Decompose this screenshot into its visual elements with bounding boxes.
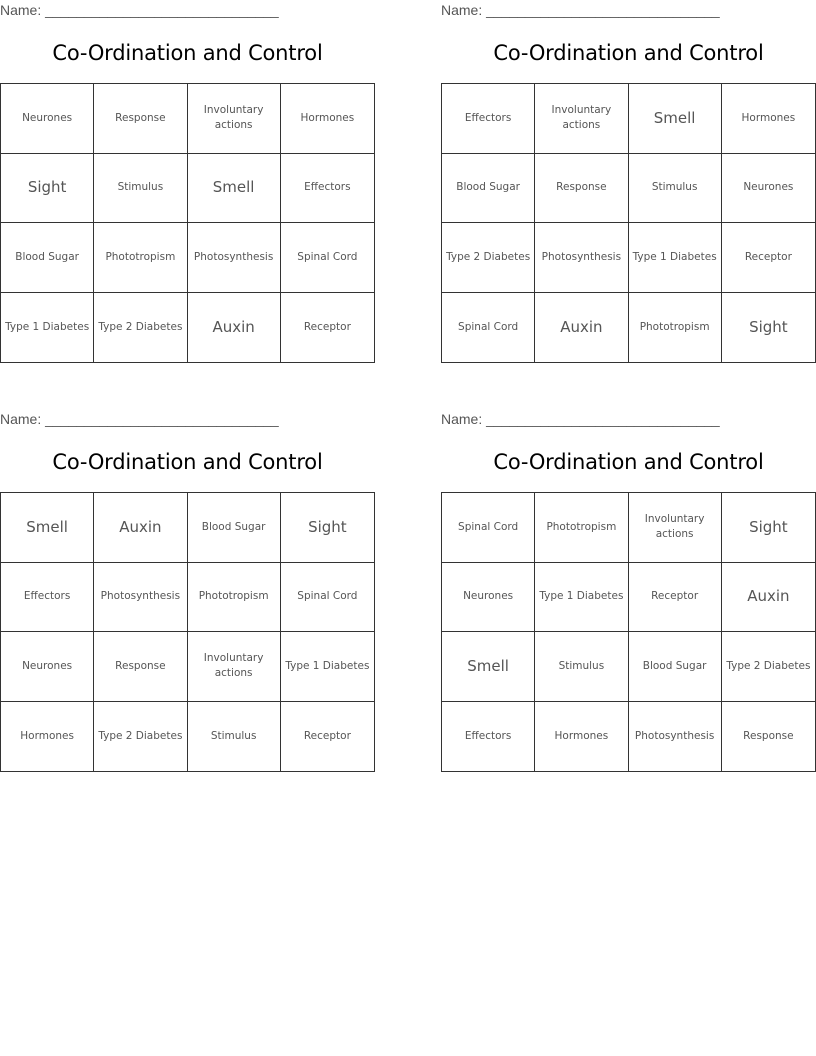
- bingo-cell: Type 2 Diabetes: [442, 223, 535, 293]
- bingo-cell: Involuntary actions: [188, 632, 281, 702]
- bingo-cell: Photosynthesis: [629, 702, 722, 772]
- bingo-cell: Sight: [749, 317, 788, 336]
- bingo-cell: Hormones: [535, 702, 628, 772]
- bingo-cell: Effectors: [281, 154, 374, 224]
- bingo-cell: Phototropism: [188, 563, 281, 633]
- bingo-cell: Neurones: [442, 563, 535, 633]
- bingo-cell: Blood Sugar: [188, 493, 281, 563]
- bingo-cell: Receptor: [303, 320, 351, 333]
- bingo-grid: [441, 492, 816, 772]
- name-field[interactable]: Name: ______________________________: [0, 411, 279, 427]
- bingo-cell: Type 1 Diabetes: [535, 563, 628, 633]
- card-title: Co-Ordination and Control: [493, 450, 764, 474]
- bingo-cell: Stimulus: [629, 154, 722, 224]
- bingo-cell: Stimulus: [188, 702, 281, 772]
- bingo-cell: Blood Sugar: [1, 223, 94, 293]
- bingo-cell: Type 1 Diabetes: [1, 293, 94, 363]
- bingo-cell: Blood Sugar: [629, 632, 722, 702]
- bingo-cell: Stimulus: [94, 154, 187, 224]
- card-title: Co-Ordination and Control: [493, 41, 764, 65]
- name-field[interactable]: Name: ______________________________: [441, 411, 720, 427]
- bingo-cell: Smell: [442, 632, 535, 702]
- card-title: Co-Ordination and Control: [52, 41, 323, 65]
- bingo-cell: Phototropism: [535, 493, 628, 563]
- bingo-cell: Spinal Cord: [442, 293, 535, 363]
- bingo-cell: Photosynthesis: [535, 223, 628, 293]
- bingo-cell: Involuntary actions: [629, 493, 722, 563]
- bingo-cell: Phototropism: [629, 293, 722, 363]
- bingo-grid: [0, 492, 375, 772]
- bingo-cell: Response: [535, 154, 628, 224]
- bingo-cell: Hormones: [281, 84, 374, 154]
- bingo-grid: [0, 83, 375, 363]
- bingo-cell: Involuntary actions: [188, 84, 281, 154]
- bingo-cell: Effectors: [442, 702, 535, 772]
- bingo-cell: Receptor: [303, 729, 351, 742]
- name-field[interactable]: Name: ______________________________: [441, 2, 720, 18]
- bingo-cell: Type 2 Diabetes: [94, 702, 187, 772]
- bingo-cell: Spinal Cord: [281, 223, 374, 293]
- bingo-cell: Photosynthesis: [94, 563, 187, 633]
- bingo-cell: Receptor: [722, 223, 815, 293]
- bingo-cell: Photosynthesis: [188, 223, 281, 293]
- bingo-cell: Smell: [1, 493, 94, 563]
- bingo-cell: Effectors: [1, 563, 94, 633]
- bingo-cell: Auxin: [722, 563, 815, 633]
- bingo-cell: Response: [94, 632, 187, 702]
- bingo-cell: Response: [94, 84, 187, 154]
- bingo-cell: Type 1 Diabetes: [281, 632, 374, 702]
- bingo-cell: Spinal Cord: [281, 563, 374, 633]
- bingo-cell: Sight: [281, 493, 374, 563]
- bingo-cell: Type 2 Diabetes: [94, 293, 187, 363]
- bingo-cell: Receptor: [629, 563, 722, 633]
- bingo-cell: Blood Sugar: [442, 154, 535, 224]
- bingo-cell: Involuntary actions: [535, 84, 628, 154]
- bingo-cell: Neurones: [1, 632, 94, 702]
- bingo-cell: Effectors: [442, 84, 535, 154]
- bingo-cell: Type 2 Diabetes: [722, 632, 815, 702]
- bingo-cell: Type 1 Diabetes: [629, 223, 722, 293]
- bingo-cell: Sight: [1, 154, 94, 224]
- bingo-cell: Auxin: [535, 293, 628, 363]
- bingo-cell: Neurones: [722, 154, 815, 224]
- name-field[interactable]: Name: ______________________________: [0, 2, 279, 18]
- bingo-cell: Auxin: [94, 493, 187, 563]
- bingo-grid: [441, 83, 816, 363]
- bingo-cell: Hormones: [1, 702, 94, 772]
- bingo-cell: Stimulus: [535, 632, 628, 702]
- bingo-cell: Response: [743, 729, 794, 742]
- bingo-cell: Smell: [629, 84, 722, 154]
- bingo-cell: Hormones: [722, 84, 815, 154]
- bingo-cell: Auxin: [188, 293, 281, 363]
- card-title: Co-Ordination and Control: [52, 450, 323, 474]
- bingo-cell: Neurones: [1, 84, 94, 154]
- bingo-cell: Sight: [722, 493, 815, 563]
- bingo-cell: Spinal Cord: [442, 493, 535, 563]
- bingo-cell: Smell: [188, 154, 281, 224]
- bingo-cell: Phototropism: [94, 223, 187, 293]
